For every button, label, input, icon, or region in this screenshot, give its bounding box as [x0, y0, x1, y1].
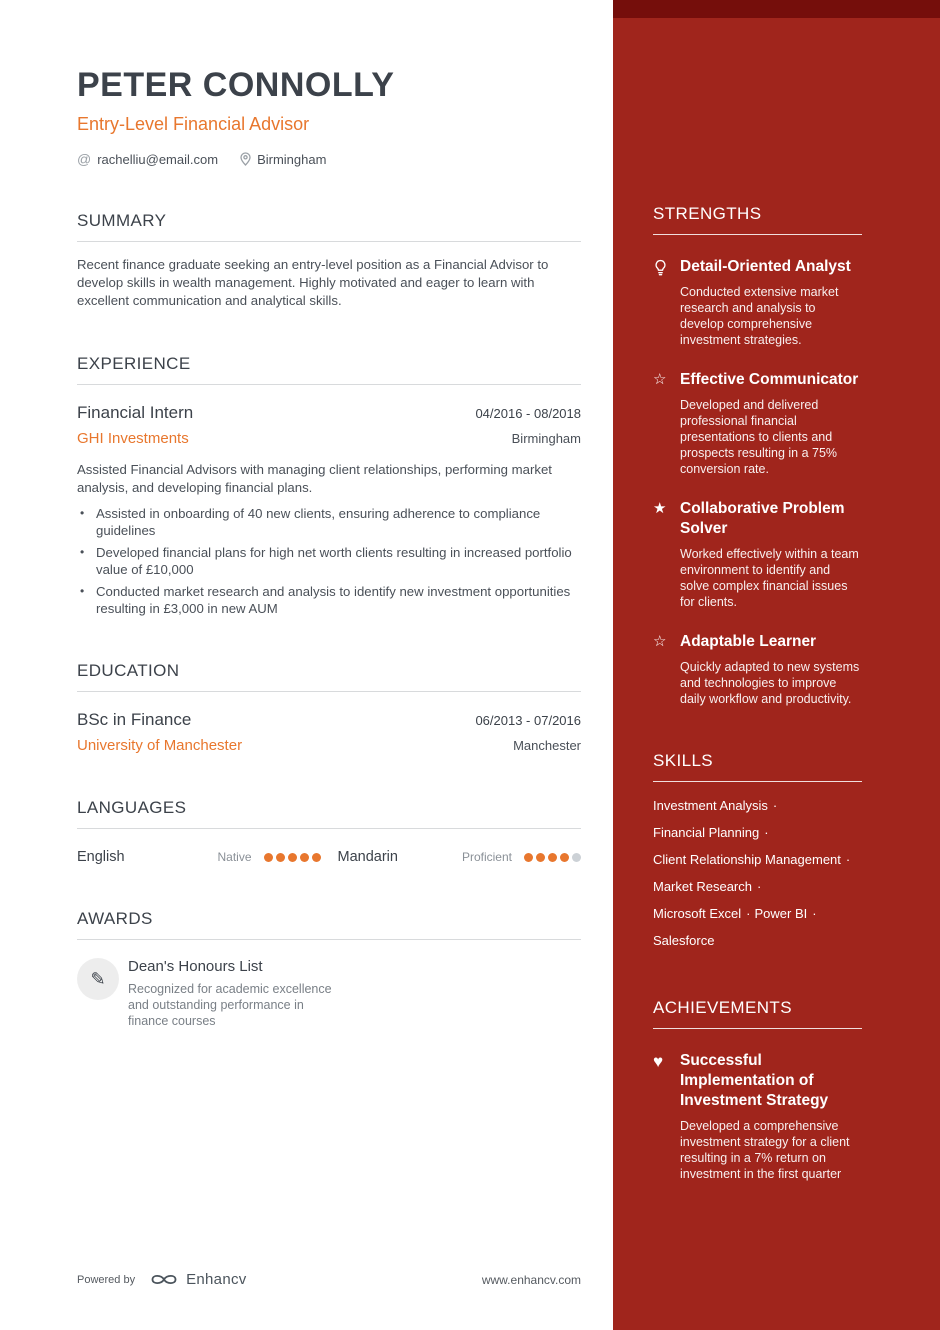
skill-separator: · [772, 798, 778, 813]
location-contact [240, 152, 326, 167]
sidebar-top-strip [613, 0, 940, 18]
skills-list [653, 792, 862, 954]
job-title: Financial Intern [77, 403, 194, 422]
footer [77, 1271, 581, 1288]
strengths-heading: STRENGTHS [653, 204, 862, 235]
skill-item: Power BI · [754, 906, 817, 921]
job-summary: Assisted Financial Advisors with managing client relationships, performing market analysis, and developing financial plans. [77, 462, 552, 495]
contact-row [77, 151, 581, 167]
location-pin-icon [240, 152, 251, 166]
proficiency-dot [536, 853, 545, 862]
awards-heading: AWARDS [77, 909, 581, 940]
skill-item: Microsoft Excel · [653, 906, 751, 921]
language-name: English [77, 849, 125, 865]
education-section [77, 661, 581, 754]
skill-separator: · [845, 852, 851, 867]
education-entry [77, 710, 581, 754]
summary-section [77, 211, 581, 310]
proficiency-dot [276, 853, 285, 862]
skill-item: Investment Analysis · [653, 798, 778, 813]
strength-title: Effective Communicator [680, 371, 859, 388]
summary-heading: SUMMARY [77, 211, 581, 242]
skill-separator: · [756, 879, 762, 894]
proficiency-dot [548, 853, 557, 862]
proficiency-dot [312, 853, 321, 862]
email-icon: @ [77, 151, 92, 167]
strength-title: Collaborative Problem Solver [680, 500, 845, 537]
heart-icon: ♥ [653, 1052, 664, 1071]
experience-heading: EXPERIENCE [77, 354, 581, 385]
summary-text: Recent finance graduate seeking an entry-level position as a Financial Advisor to develop skills in wealth management. Highly motivated and eager to learn with excellent communication and analytical skills. [77, 257, 549, 308]
achievement-description: Developed a comprehensive investment strategy for a client resulting in a 7% return on investment in the first quarter [680, 1119, 850, 1181]
skill-item: Market Research · [653, 879, 762, 894]
strength-description: Conducted extensive market research and analysis to develop comprehensive investment strategies. [680, 285, 839, 347]
strength-title: Adaptable Learner [680, 633, 817, 650]
enhancv-logo[interactable] [149, 1271, 246, 1288]
language-proficiency-dots [264, 853, 321, 862]
school-name: University of Manchester [77, 737, 243, 754]
strength-title: Detail-Oriented Analyst [680, 258, 851, 275]
award-item [77, 958, 581, 1029]
school-location: Manchester [513, 738, 581, 753]
language-entry [338, 849, 582, 865]
achievement-item [653, 1051, 862, 1182]
strength-description: Quickly adapted to new systems and technologies to improve daily workflow and productivity. [680, 660, 860, 706]
skills-heading: SKILLS [653, 751, 862, 782]
proficiency-dot [572, 853, 581, 862]
skill-item: Client Relationship Management · [653, 852, 851, 867]
job-bullet: • Assisted in onboarding of 40 new clients, ensuring adherence to compliance guidelines [77, 505, 581, 539]
strength-item [653, 257, 862, 348]
languages-row [77, 849, 581, 865]
proficiency-dot [300, 853, 309, 862]
achievements-section [653, 998, 862, 1182]
achievement-title: Successful Implementation of Investment Strategy [680, 1052, 829, 1109]
award-icon-circle [77, 958, 119, 1000]
languages-section [77, 798, 581, 865]
proficiency-dot [264, 853, 273, 862]
job-bullet-list [77, 505, 581, 617]
language-level: Proficient [461, 850, 512, 864]
footer-website-link[interactable]: www.enhancv.com [481, 1272, 581, 1287]
lightbulb-icon [653, 257, 670, 348]
skill-item: Financial Planning · [653, 825, 769, 840]
job-dates: 04/2016 - 08/2018 [475, 406, 581, 421]
experience-entry [77, 403, 581, 617]
language-name: Mandarin [337, 849, 398, 865]
strength-item [653, 499, 862, 610]
email-contact[interactable] [77, 151, 218, 167]
email-text: rachelliu@email.com [97, 151, 219, 167]
proficiency-dot [560, 853, 569, 862]
enhancv-logo-text: Enhancv [186, 1271, 247, 1288]
person-name: PETER CONNOLLY [77, 66, 395, 104]
job-location: Birmingham [511, 431, 581, 446]
enhancv-logo-mark [149, 1271, 179, 1288]
languages-heading: LANGUAGES [77, 798, 581, 829]
language-level: Native [217, 850, 252, 864]
pencil-icon: ✎ [90, 968, 106, 989]
award-description: Recognized for academic excellence and outstanding performance in finance courses [128, 982, 332, 1028]
sidebar-content [613, 18, 940, 1266]
skill-item: Salesforce [653, 933, 715, 948]
language-proficiency-dots [524, 853, 581, 862]
star-outline-icon: ☆ [653, 371, 667, 388]
location-text: Birmingham [257, 151, 327, 167]
star-filled-icon: ★ [653, 500, 667, 517]
awards-section [77, 909, 581, 1029]
powered-by-label: Powered by [77, 1273, 136, 1286]
job-bullet: • Developed financial plans for high net worth clients resulting in increased portfolio value of £10,000 [77, 544, 581, 578]
skill-separator: · [764, 825, 769, 840]
award-title: Dean's Honours List [128, 958, 263, 975]
sidebar [613, 0, 940, 1330]
proficiency-dot [288, 853, 297, 862]
degree-title: BSc in Finance [77, 710, 192, 729]
strengths-section [653, 204, 862, 707]
person-job-title: Entry-Level Financial Advisor [77, 114, 310, 134]
star-outline-icon: ☆ [653, 633, 667, 650]
strength-item [653, 632, 862, 707]
degree-dates: 06/2013 - 07/2016 [475, 713, 581, 728]
strength-item [653, 370, 862, 477]
education-heading: EDUCATION [77, 661, 581, 692]
job-company: GHI Investments [77, 430, 189, 447]
achievements-heading: ACHIEVEMENTS [653, 998, 862, 1029]
experience-section [77, 354, 581, 617]
language-entry [77, 849, 321, 865]
job-bullet: • Conducted market research and analysis to identify new investment opportunities resulting in £3,000 in new AUM [77, 583, 581, 617]
skill-separator: · [746, 906, 751, 921]
strength-description: Worked effectively within a team environment to identify and solve complex financial issues for clients. [680, 547, 859, 609]
strength-description: Developed and delivered professional financial presentations to clients and prospects resulting in a 75% conversion rate. [680, 398, 838, 476]
proficiency-dot [524, 853, 533, 862]
skills-section [653, 751, 862, 954]
skill-separator: · [812, 906, 817, 921]
